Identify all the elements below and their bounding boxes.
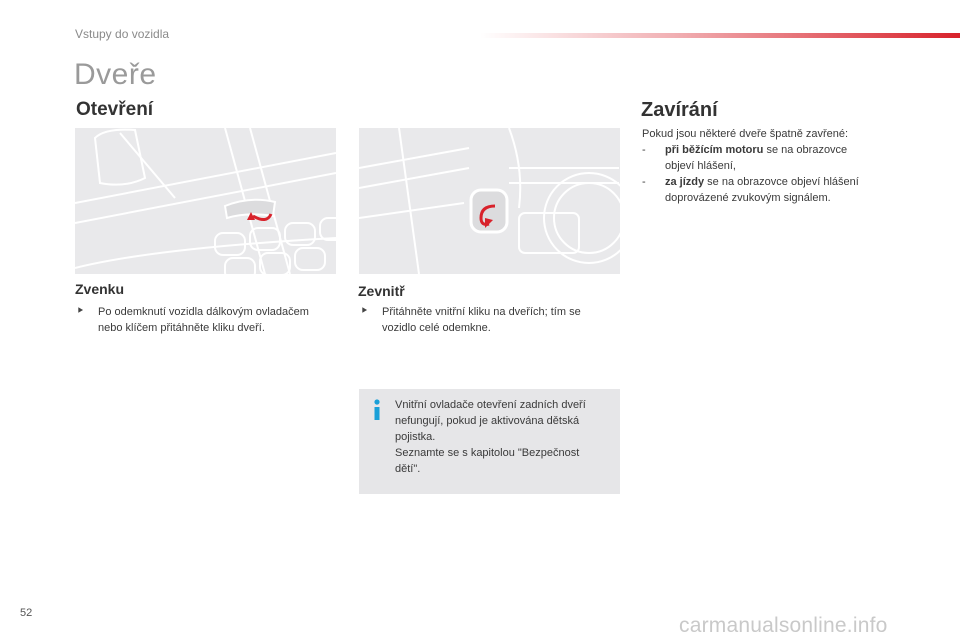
outside-instruction-cont: nebo klíčem přitáhněte kliku dveří. [98, 322, 265, 334]
closing-item-bold: při běžícím motoru [665, 144, 764, 156]
header-title: Vstupy do vozidla [75, 27, 170, 41]
inside-instruction-cont: vozidlo celé odemkne. [382, 322, 491, 334]
info-line: Vnitřní ovladače otevření zadních dveří [395, 399, 586, 411]
section-title-opening: Otevření [76, 99, 154, 120]
inside-handle-illustration [359, 128, 620, 274]
dash: - [642, 176, 646, 188]
watermark: carmanualsonline.info [679, 614, 888, 637]
info-icon [371, 399, 383, 421]
dash: - [642, 144, 646, 156]
header-rule [480, 33, 960, 38]
closing-item-cont: doprovázené zvukovým signálem. [665, 192, 831, 204]
inside-instruction-text: Přitáhněte vnitřní kliku na dveřích; tím se [382, 306, 581, 318]
outside-instruction-text: Po odemknutí vozidla dálkovým ovladačem [98, 306, 309, 318]
info-line: pojistka. [395, 431, 436, 443]
info-line: Seznamte se s kapitolou "Bezpečnost [395, 447, 580, 459]
subsection-title-outside: Zvenku [75, 281, 125, 297]
subsection-title-inside: Zevnitř [358, 283, 405, 299]
closing-item-bold: za jízdy [665, 176, 705, 188]
closing-intro: Pokud jsou některé dveře špatně zavřené: [642, 128, 849, 140]
closing-item-rest: se na obrazovce [763, 144, 848, 156]
inside-instruction [360, 304, 620, 336]
info-box [359, 389, 620, 494]
section-title-closing: Zavírání [641, 99, 718, 121]
page-number: 52 [20, 607, 33, 619]
page-heading: Dveře [74, 58, 157, 91]
info-line: nefungují, pokud je aktivována dětská [395, 415, 580, 427]
closing-item-rest: se na obrazovce objeví hlášení [704, 176, 859, 188]
outside-handle-illustration [75, 128, 336, 274]
arrow-bullet-icon: ⯈ [360, 306, 368, 317]
closing-item-cont: objeví hlášení, [665, 160, 736, 172]
outside-instruction [76, 304, 346, 336]
info-text [395, 397, 615, 477]
info-line: dětí". [395, 463, 421, 475]
closing-text [642, 126, 912, 206]
arrow-bullet-icon: ⯈ [76, 306, 84, 317]
